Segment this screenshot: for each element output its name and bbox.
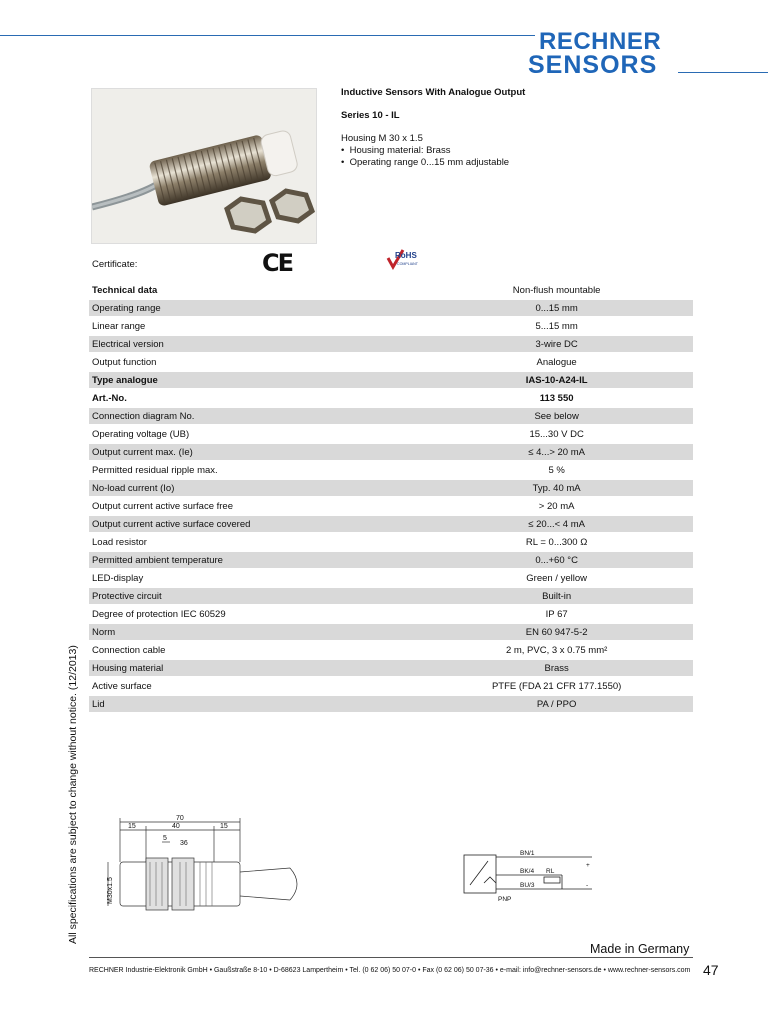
row-label: Output current active surface covered	[89, 515, 420, 533]
row-label: Output function	[89, 353, 420, 371]
row-value: Typ. 40 mA	[420, 479, 693, 497]
made-in-label: Made in Germany	[590, 942, 690, 956]
table-row	[89, 587, 693, 605]
row-label: Type analogue	[89, 371, 420, 389]
page-number: 47	[703, 962, 719, 978]
row-value: 15...30 V DC	[420, 425, 693, 443]
row-value: Brass	[420, 659, 693, 677]
table-row	[89, 461, 693, 479]
technical-data-table	[89, 282, 693, 714]
minus-label: -	[586, 882, 589, 889]
row-value: PA / PPO	[420, 695, 693, 713]
rohs-sub-label: COMPLIANT	[397, 262, 418, 266]
row-value: Analogue	[420, 353, 693, 371]
row-label: Connection diagram No.	[89, 407, 420, 425]
row-value: Non-flush mountable	[420, 282, 693, 299]
row-label: Permitted residual ripple max.	[89, 461, 420, 479]
brand-logo-line2: SENSORS	[528, 51, 658, 79]
plus-label: +	[586, 862, 590, 869]
row-value: PTFE (FDA 21 CFR 177.1550)	[420, 677, 693, 695]
table-row	[89, 659, 693, 677]
row-value: 113 550	[420, 389, 693, 407]
table-row	[89, 695, 693, 713]
resistor-label: RL	[546, 868, 555, 875]
product-photo	[91, 88, 317, 244]
row-value: > 20 mA	[420, 497, 693, 515]
header-rule-left	[0, 35, 535, 36]
header-rule-right	[678, 72, 768, 73]
dim-seg-mid: 40	[172, 823, 180, 830]
row-label: Active surface	[89, 677, 420, 695]
dim-seg-right: 15	[220, 823, 228, 830]
row-label: Linear range	[89, 317, 420, 335]
rohs-label: RoHS	[395, 251, 417, 260]
dimension-drawing	[100, 812, 320, 932]
wire-bn: BN/1	[520, 850, 535, 857]
housing-spec: Housing M 30 x 1.5	[341, 133, 423, 144]
row-label: Connection cable	[89, 641, 420, 659]
row-label: Load resistor	[89, 533, 420, 551]
table-row	[89, 551, 693, 569]
row-value: Built-in	[420, 587, 693, 605]
table-row	[89, 479, 693, 497]
footer-rule	[89, 957, 693, 958]
table-row	[89, 641, 693, 659]
row-value: EN 60 947-5-2	[420, 623, 693, 641]
dim-wrench: 36	[180, 840, 188, 847]
footer-address: RECHNER Industrie-Elektronik GmbH • Gaußstraße 8-10 • D-68623 Lampertheim • Tel. (0 62 06) 50 07-0 • Fax (0 62 06) 50 07-36 • e-mail: info@rechner-sensors.de • www.rechner-sensors.com	[89, 967, 691, 974]
row-value: ≤ 4...> 20 mA	[420, 443, 693, 461]
brand-logo-line1: RECHNER	[539, 28, 662, 55]
rohs-compliant-icon	[386, 248, 418, 270]
row-value: 2 m, PVC, 3 x 0.75 mm²	[420, 641, 693, 659]
table-row	[89, 299, 693, 317]
row-label: Output current max. (Ie)	[89, 443, 420, 461]
row-value: RL = 0...300 Ω	[420, 533, 693, 551]
product-housing-info	[341, 133, 509, 169]
row-value: See below	[420, 407, 693, 425]
housing-bullet-text: Operating range 0...15 mm adjustable	[349, 157, 510, 168]
row-value: IP 67	[420, 605, 693, 623]
housing-bullet: • Housing material: Brass	[341, 145, 451, 156]
row-value: ≤ 20...< 4 mA	[420, 515, 693, 533]
row-label: Operating voltage (UB)	[89, 425, 420, 443]
dim-thread: M30x1.5	[107, 877, 114, 904]
row-label: Protective circuit	[89, 587, 420, 605]
row-value: 3-wire DC	[420, 335, 693, 353]
dim-nut: 5	[163, 835, 167, 842]
table-row	[89, 569, 693, 587]
table-row	[89, 623, 693, 641]
row-label: Art.-No.	[89, 389, 420, 407]
table-row	[89, 389, 693, 407]
row-label: Housing material	[89, 659, 420, 677]
table-row	[89, 407, 693, 425]
certificate-label: Certificate:	[92, 259, 138, 270]
connection-diagram	[462, 845, 597, 905]
row-value: 0...+60 °C	[420, 551, 693, 569]
row-value: 5...15 mm	[420, 317, 693, 335]
product-series: Series 10 - IL	[341, 110, 400, 121]
table-row	[89, 515, 693, 533]
dim-total: 70	[176, 815, 184, 822]
table-row	[89, 282, 693, 299]
row-value: Green / yellow	[420, 569, 693, 587]
row-label: Degree of protection IEC 60529	[89, 605, 420, 623]
row-label: Electrical version	[89, 335, 420, 353]
table-row	[89, 533, 693, 551]
sensor-photo-illustration	[92, 89, 316, 243]
table-row	[89, 443, 693, 461]
wire-bu: BU/3	[520, 882, 535, 889]
table-row	[89, 317, 693, 335]
row-value: 0...15 mm	[420, 299, 693, 317]
row-label: Output current active surface free	[89, 497, 420, 515]
table-row	[89, 353, 693, 371]
row-label: Lid	[89, 695, 420, 713]
table-row	[89, 605, 693, 623]
housing-bullet-text: Housing material: Brass	[349, 145, 451, 156]
row-label: Permitted ambient temperature	[89, 551, 420, 569]
row-value: IAS-10-A24-IL	[420, 371, 693, 389]
row-value: 5 %	[420, 461, 693, 479]
table-row	[89, 425, 693, 443]
ce-mark-icon: CE	[262, 249, 293, 277]
row-label: Norm	[89, 623, 420, 641]
table-row	[89, 497, 693, 515]
table-row	[89, 677, 693, 695]
wire-bk: BK/4	[520, 868, 535, 875]
pnp-label: PNP	[498, 896, 512, 903]
dim-seg-left: 15	[128, 823, 136, 830]
row-label: Operating range	[89, 299, 420, 317]
row-label: LED-display	[89, 569, 420, 587]
row-label: No-load current (Io)	[89, 479, 420, 497]
row-label: Technical data	[89, 282, 420, 299]
housing-bullet: • Operating range 0...15 mm adjustable	[341, 157, 510, 168]
side-disclaimer: All specifications are subject to change without notice. (12/2013)	[67, 645, 79, 944]
table-row	[89, 371, 693, 389]
table-row	[89, 335, 693, 353]
product-title: Inductive Sensors With Analogue Output	[341, 87, 526, 98]
